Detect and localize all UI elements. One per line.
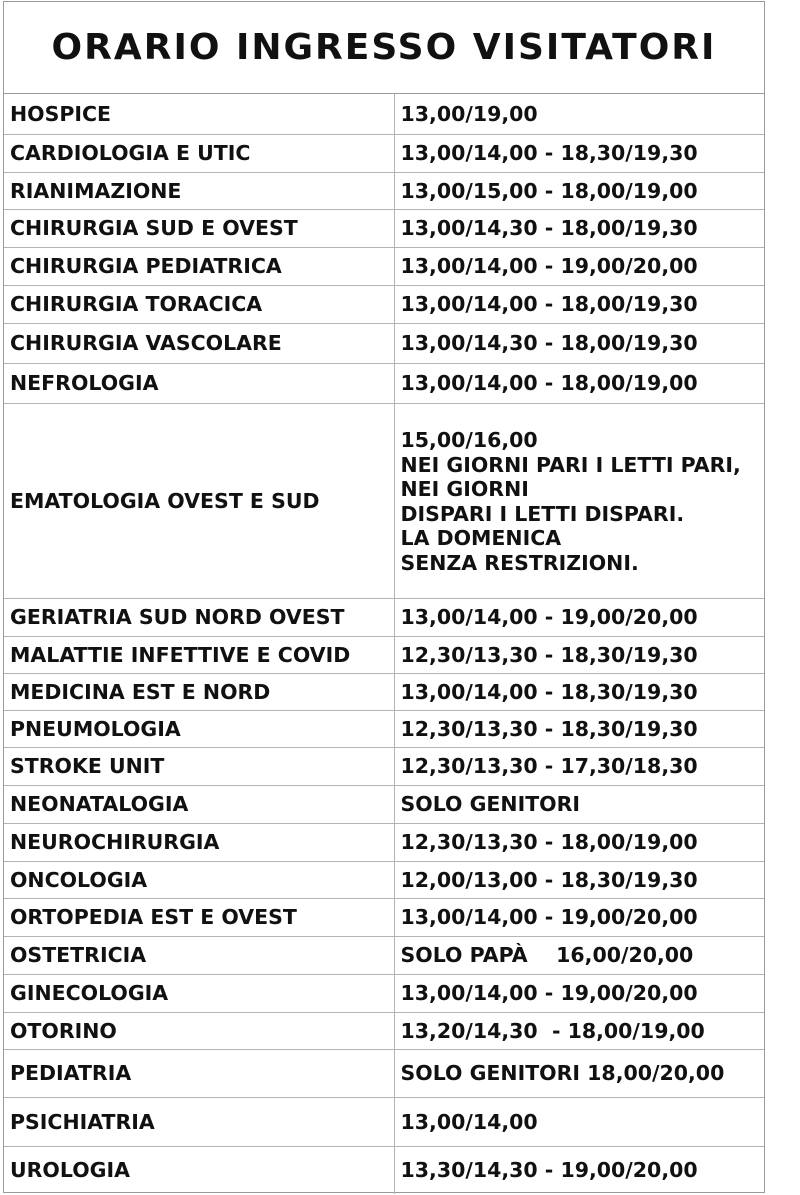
page-title: ORARIO INGRESSO VISITATORI: [51, 27, 717, 68]
table-row: [4, 974, 764, 1012]
hours-cell: 13,00/14,00 - 19,00/20,00: [394, 598, 764, 636]
department-cell: HOSPICE: [4, 94, 394, 134]
hours-cell: SOLO GENITORI: [394, 785, 764, 823]
department-cell: MALATTIE INFETTIVE E COVID: [4, 636, 394, 673]
title-box: [4, 2, 764, 94]
table-row: [4, 134, 764, 172]
department-cell: GERIATRIA SUD NORD OVEST: [4, 598, 394, 636]
hours-cell: 13,00/14,30 - 18,00/19,30: [394, 323, 764, 363]
table-row: [4, 785, 764, 823]
hours-cell: 13,00/14,00 - 18,00/19,00: [394, 363, 764, 403]
hours-cell: 13,00/14,00 - 18,00/19,30: [394, 285, 764, 323]
table-row: [4, 636, 764, 673]
hours-cell: 12,30/13,30 - 18,30/19,30: [394, 710, 764, 747]
hours-cell: 13,00/14,00 - 19,00/20,00: [394, 974, 764, 1012]
table-row: [4, 936, 764, 974]
department-cell: STROKE UNIT: [4, 747, 394, 785]
department-cell: PSICHIATRIA: [4, 1097, 394, 1146]
department-cell: CHIRURGIA SUD E OVEST: [4, 209, 394, 247]
table-row: [4, 247, 764, 285]
table-row: [4, 172, 764, 209]
department-cell: ORTOPEDIA EST E OVEST: [4, 898, 394, 936]
hours-line: SENZA RESTRIZIONI.: [400, 550, 639, 575]
table-row: [4, 1146, 764, 1194]
department-cell: UROLOGIA: [4, 1146, 394, 1194]
table-row: [4, 861, 764, 898]
table-row: [4, 1049, 764, 1097]
hours-line: DISPARI I LETTI DISPARI.: [400, 501, 685, 526]
table-row: [4, 1097, 764, 1146]
department-cell: GINECOLOGIA: [4, 974, 394, 1012]
table-row: [4, 673, 764, 710]
table-row: [4, 323, 764, 363]
department-cell: OTORINO: [4, 1012, 394, 1049]
hours-cell: SOLO GENITORI 18,00/20,00: [394, 1049, 764, 1097]
hours-cell: [394, 403, 764, 598]
hours-cell: 12,00/13,00 - 18,30/19,30: [394, 861, 764, 898]
hours-cell: 13,30/14,30 - 19,00/20,00: [400, 1158, 698, 1183]
table-body: [4, 94, 764, 1194]
table-row: [4, 209, 764, 247]
hours-cell: 12,30/13,30 - 17,30/18,30: [394, 747, 764, 785]
table-row: [4, 710, 764, 747]
table-row: [4, 363, 764, 403]
visiting-hours-sheet: [3, 1, 765, 1193]
hours-cell: 12,30/13,30 - 18,00/19,00: [394, 823, 764, 861]
hours-line: 15,00/16,00: [400, 428, 538, 452]
hours-cell: 13,20/14,30 - 18,00/19,00: [394, 1012, 764, 1049]
hours-cell: SOLO PAPÀ 16,00/20,00: [394, 936, 764, 974]
hours-cell: 12,30/13,30 - 18,30/19,30: [394, 636, 764, 673]
hours-line: LA DOMENICA: [400, 526, 562, 550]
table-row: [4, 823, 764, 861]
table-row: [4, 403, 764, 598]
department-cell: EMATOLOGIA OVEST E SUD: [4, 403, 394, 598]
department-cell: OSTETRICIA: [4, 936, 394, 974]
table-row: [4, 1012, 764, 1049]
hours-cell: 13,00/14,00 - 18,30/19,30: [394, 134, 764, 172]
department-cell: NEUROCHIRURGIA: [4, 823, 394, 861]
department-cell: MEDICINA EST E NORD: [4, 673, 394, 710]
hours-cell: 13,00/14,00 - 18,30/19,30: [394, 673, 764, 710]
hours-cell: 13,00/19,00: [394, 94, 764, 134]
visiting-hours-table: [4, 94, 764, 1194]
hours-cell: 13,00/15,00 - 18,00/19,00: [394, 172, 764, 209]
department-cell: PNEUMOLOGIA: [4, 710, 394, 747]
department-cell: CHIRURGIA PEDIATRICA: [4, 247, 394, 285]
table-row: [4, 598, 764, 636]
hours-line: NEI GIORNI: [400, 477, 529, 501]
hours-cell: 13,00/14,00: [394, 1097, 764, 1146]
department-cell: NEONATALOGIA: [4, 785, 394, 823]
department-cell: CARDIOLOGIA E UTIC: [4, 134, 394, 172]
hours-cell: 13,00/14,30 - 18,00/19,30: [394, 209, 764, 247]
department-cell: NEFROLOGIA: [4, 363, 394, 403]
department-cell: CHIRURGIA TORACICA: [4, 285, 394, 323]
table-row: [4, 285, 764, 323]
department-cell: PEDIATRIA: [4, 1049, 394, 1097]
table-row: [4, 94, 764, 134]
hours-cell: 13,00/14,00 - 19,00/20,00: [394, 898, 764, 936]
department-cell: CHIRURGIA VASCOLARE: [4, 323, 394, 363]
department-cell: ONCOLOGIA: [4, 861, 394, 898]
department-cell: RIANIMAZIONE: [4, 172, 394, 209]
table-row: [4, 898, 764, 936]
hours-line: NEI GIORNI PARI I LETTI PARI,: [400, 452, 741, 477]
hours-cell: 13,00/14,00 - 19,00/20,00: [394, 247, 764, 285]
table-row: [4, 747, 764, 785]
